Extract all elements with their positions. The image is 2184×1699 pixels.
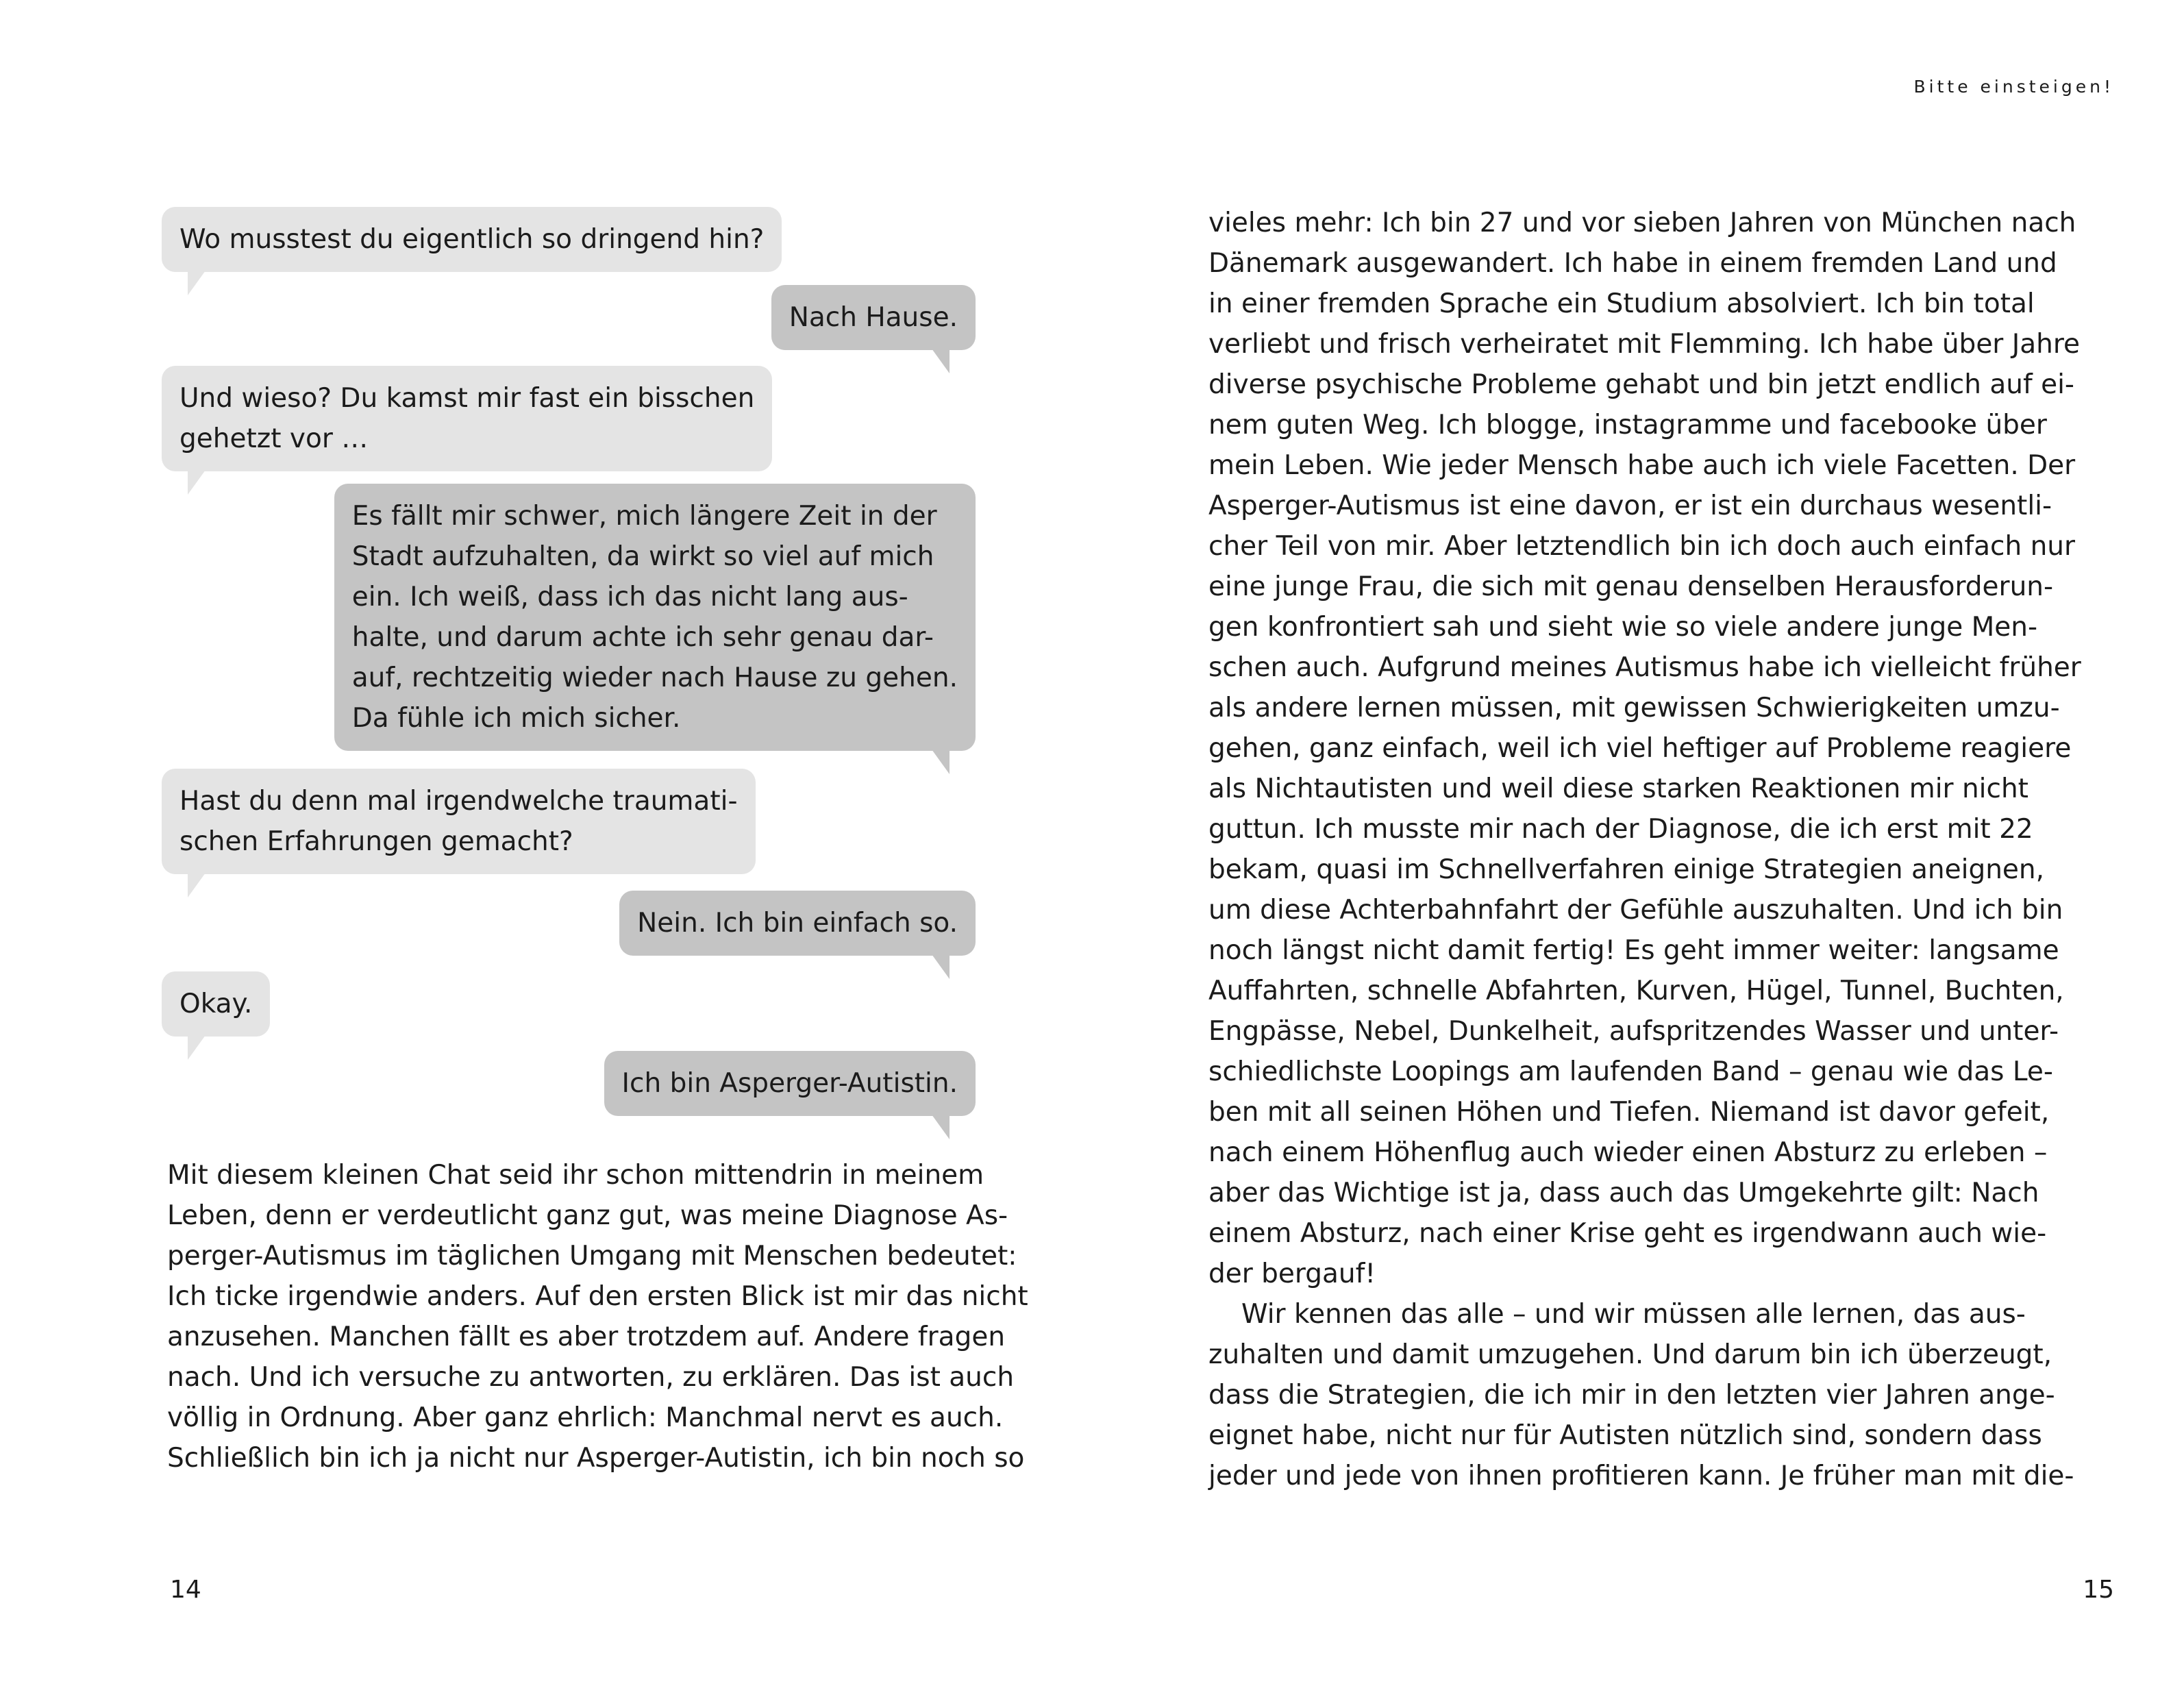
text-line: gehen, ganz einfach, weil ich viel heftiger auf Probleme reagiere — [1208, 733, 2072, 764]
text-line: cher Teil von mir. Aber letztendlich bin ich doch auch einfach nur — [1208, 531, 2076, 562]
text-line: guttun. Ich musste mir nach der Diagnose, die ich erst mit 22 — [1208, 814, 2033, 845]
text-line: eignet habe, nicht nur für Autisten nützlich sind, sondern dass — [1208, 1420, 2042, 1451]
text-line: jeder und jede von ihnen profitieren kann. Je früher man mit die- — [1208, 1461, 2074, 1491]
text-line: zuhalten und damit umzugehen. Und darum bin ich überzeugt, — [1208, 1339, 2052, 1370]
text-line: Wir kennen das alle – und wir müssen alle lernen, das aus- — [1241, 1299, 2026, 1330]
chat-line: Ich bin Asperger-Autistin. — [621, 1068, 958, 1099]
text-line: verliebt und frisch verheiratet mit Flemming. Ich habe über Jahre — [1208, 329, 2081, 360]
text-line: Ich ticke irgendwie anders. Auf den ersten Blick ist mir das nicht — [167, 1281, 1028, 1312]
chat-conversation — [162, 207, 976, 1111]
text-line: Mit diesem kleinen Chat seid ihr schon mittendrin in meinem — [167, 1160, 984, 1191]
chat-line: Es fällt mir schwer, mich längere Zeit in der — [351, 501, 937, 532]
text-line: völlig in Ordnung. Aber ganz ehrlich: Manchmal nervt es auch. — [167, 1402, 1004, 1433]
text-line: Engpässe, Nebel, Dunkelheit, aufspritzendes Wasser und unter- — [1208, 1016, 2059, 1047]
text-line: anzusehen. Manchen fällt es aber trotzdem auf. Andere fragen — [167, 1322, 1006, 1352]
text-line: schiedlichste Loopings am laufenden Band – genau wie das Le- — [1208, 1056, 2053, 1087]
chat-bubble-outgoing — [334, 484, 976, 751]
text-line: aber das Wichtige ist ja, dass auch das Umgekehrte gilt: Nach — [1208, 1178, 2039, 1208]
page-number-left: 14 — [170, 1576, 201, 1604]
text-line: Asperger-Autismus ist eine davon, er ist ein durchaus wesentli- — [1208, 491, 2052, 521]
text-line: nem guten Weg. Ich blogge, instagramme und facebooke über — [1208, 410, 2047, 441]
chat-bubble-incoming — [162, 207, 782, 272]
text-line: der bergauf! — [1208, 1258, 1376, 1289]
text-line: gen konfrontiert sah und sieht wie so viele andere junge Men- — [1208, 612, 2038, 643]
chat-line: Stadt aufzuhalten, da wirkt so viel auf mich — [351, 541, 934, 572]
chat-line: auf, rechtzeitig wieder nach Hause zu gehen. — [351, 662, 958, 693]
chat-line: schen Erfahrungen gemacht? — [179, 826, 573, 857]
text-line: Dänemark ausgewandert. Ich habe in einem fremden Land und — [1208, 248, 2057, 279]
chat-line: Hast du denn mal irgendwelche traumati- — [179, 786, 738, 817]
right-page — [1092, 0, 2184, 1699]
text-line: eine junge Frau, die sich mit genau denselben Herausforderun- — [1208, 571, 2054, 602]
text-line: als Nichtautisten und weil diese starken Reaktionen mir nicht — [1208, 773, 2028, 804]
text-line: bekam, quasi im Schnellverfahren einige Strategien aneignen, — [1208, 854, 2045, 885]
text-line: vieles mehr: Ich bin 27 und vor sieben Jahren von München nach — [1208, 208, 2076, 238]
left-body-text — [167, 1155, 1028, 1478]
chat-bubble-incoming — [162, 971, 270, 1037]
text-line: Auffahrten, schnelle Abfahrten, Kurven, Hügel, Tunnel, Buchten, — [1208, 976, 2064, 1006]
text-line: nach einem Höhenflug auch wieder einen Absturz zu erleben – — [1208, 1137, 2048, 1168]
text-line: perger-Autismus im täglichen Umgang mit Menschen bedeutet: — [167, 1241, 1017, 1272]
chat-line: halte, und darum achte ich sehr genau dar- — [351, 622, 934, 653]
text-line: in einer fremden Sprache ein Studium absolviert. Ich bin total — [1208, 288, 2035, 319]
running-head: Bitte einsteigen! — [1913, 77, 2114, 97]
chat-line: Nach Hause. — [789, 302, 958, 333]
text-line: Leben, denn er verdeutlicht ganz gut, was meine Diagnose As- — [167, 1200, 1008, 1231]
text-line: Schließlich bin ich ja nicht nur Asperger-Autistin, ich bin noch so — [167, 1443, 1025, 1474]
chat-bubble-incoming — [162, 366, 772, 471]
right-body-text — [1208, 203, 2081, 1496]
chat-line: Okay. — [179, 989, 253, 1019]
chat-line: Und wieso? Du kamst mir fast ein bisschen — [179, 383, 755, 414]
text-line: schen auch. Aufgrund meines Autismus habe ich vielleicht früher — [1208, 652, 2081, 683]
text-line: mein Leben. Wie jeder Mensch habe auch ich viele Facetten. Der — [1208, 450, 2076, 481]
chat-bubble-outgoing — [604, 1051, 976, 1116]
chat-bubble-outgoing — [619, 891, 976, 956]
chat-line: Nein. Ich bin einfach so. — [637, 908, 958, 939]
chat-line: Da fühle ich mich sicher. — [351, 703, 681, 734]
chat-line: gehetzt vor … — [179, 423, 369, 454]
chat-bubble-outgoing — [771, 285, 976, 350]
text-line: nach. Und ich versuche zu antworten, zu erklären. Das ist auch — [167, 1362, 1015, 1393]
text-line: noch längst nicht damit fertig! Es geht immer weiter: langsame — [1208, 935, 2059, 966]
text-line: um diese Achterbahnfahrt der Gefühle auszuhalten. Und ich bin — [1208, 895, 2063, 926]
text-line: diverse psychische Probleme gehabt und bin jetzt endlich auf ei- — [1208, 369, 2074, 400]
chat-line: Wo musstest du eigentlich so dringend hin? — [179, 224, 765, 255]
text-line: als andere lernen müssen, mit gewissen Schwierigkeiten umzu- — [1208, 693, 2060, 723]
text-line: ben mit all seinen Höhen und Tiefen. Niemand ist davor gefeit, — [1208, 1097, 2050, 1128]
chat-line: ein. Ich weiß, dass ich das nicht lang aus- — [351, 582, 908, 612]
chat-bubble-incoming — [162, 769, 756, 874]
text-line: einem Absturz, nach einer Krise geht es irgendwann auch wie- — [1208, 1218, 2047, 1249]
page-number-right: 15 — [2083, 1576, 2114, 1604]
text-line: dass die Strategien, die ich mir in den letzten vier Jahren ange- — [1208, 1380, 2055, 1411]
